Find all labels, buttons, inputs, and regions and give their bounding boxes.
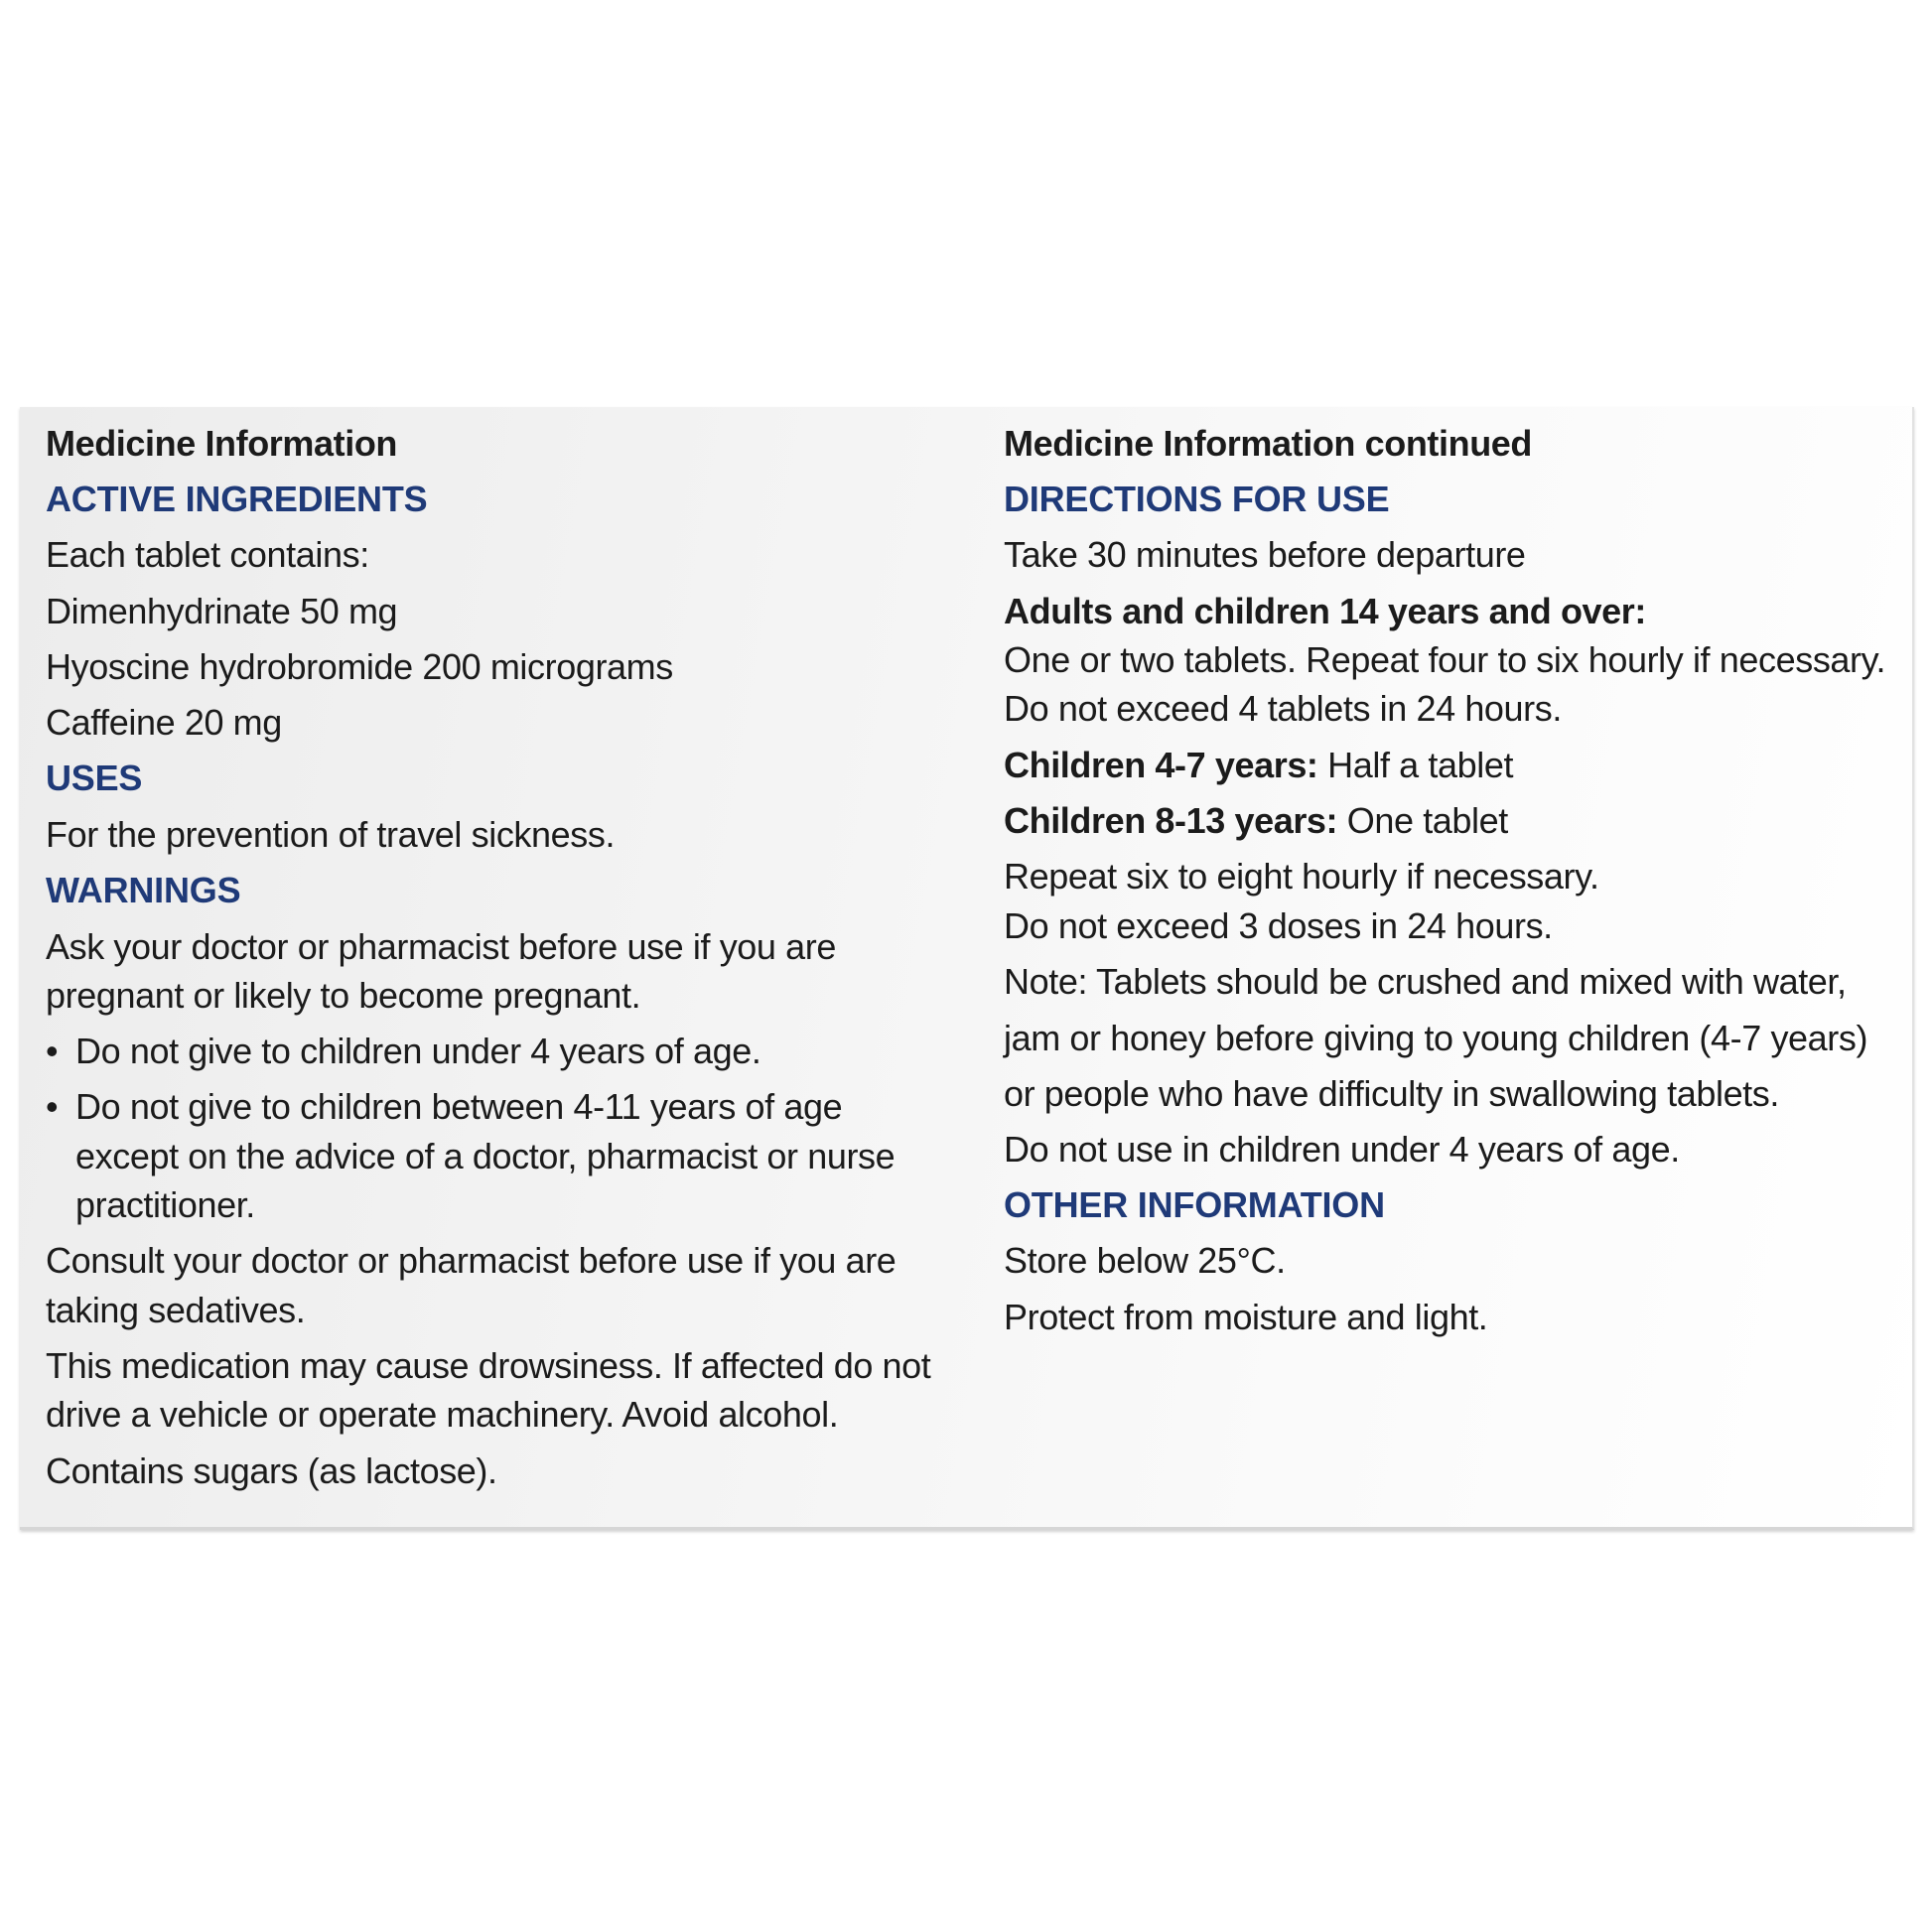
right-title: Medicine Information continued <box>1004 423 1533 464</box>
repeat-text: Repeat six to eight hourly if necessary. <box>1004 856 1599 897</box>
directions-heading: DIRECTIONS FOR USE <box>1004 479 1390 519</box>
active-ingredients-heading: ACTIVE INGREDIENTS <box>46 479 428 519</box>
sugars-note: Contains sugars (as lactose). <box>46 1450 497 1491</box>
adults-dose-label: Adults and children 14 years and over: <box>1004 591 1647 631</box>
bullet-continuation: except on the advice of a doctor, pharmacist or nurse <box>75 1136 896 1176</box>
children-8-13-label: Children 8-13 years: <box>1004 800 1338 841</box>
bullet-continuation: practitioner. <box>75 1184 255 1225</box>
drowsiness-warning-line: drive a vehicle or operate machinery. Avoid alcohol. <box>46 1394 839 1435</box>
children-4-7-text: Half a tablet <box>1317 745 1514 785</box>
storage-text: Store below 25°C. <box>1004 1240 1286 1281</box>
children-4-7-label: Children 4-7 years: <box>1004 745 1318 785</box>
bullet-text: Do not give to children under 4 years of age. <box>75 1031 761 1071</box>
note-line: or people who have difficulty in swallowing tablets. <box>1004 1073 1779 1114</box>
ingredient-item: Hyoscine hydrobromide 200 micrograms <box>46 646 673 687</box>
sedatives-warning-line: Consult your doctor or pharmacist before use if you are <box>46 1240 897 1281</box>
take-before-text: Take 30 minutes before departure <box>1004 534 1526 575</box>
medicine-info-panel <box>20 407 1914 1530</box>
ingredient-item: Caffeine 20 mg <box>46 702 282 743</box>
adults-dose-limit: Do not exceed 4 tablets in 24 hours. <box>1004 688 1562 729</box>
warning-pregnant-line: pregnant or likely to become pregnant. <box>46 975 641 1016</box>
warning-pregnant-line: Ask your doctor or pharmacist before use if you are <box>46 926 836 967</box>
warning-bullet-item <box>46 1087 842 1127</box>
uses-text: For the prevention of travel sickness. <box>46 814 616 855</box>
doses-limit-text: Do not exceed 3 doses in 24 hours. <box>1004 905 1553 946</box>
warning-bullet-item <box>46 1032 760 1071</box>
drowsiness-warning-line: This medication may cause drowsiness. If affected do not <box>46 1345 931 1386</box>
adults-dose-text: One or two tablets. Repeat four to six hourly if necessary. <box>1004 639 1886 680</box>
left-title: Medicine Information <box>46 423 398 464</box>
protect-text: Protect from moisture and light. <box>1004 1297 1488 1337</box>
children-8-13-text: One tablet <box>1337 800 1508 841</box>
uses-heading: USES <box>46 758 143 798</box>
sedatives-warning-line: taking sedatives. <box>46 1290 306 1330</box>
children-4-7-dose <box>1004 746 1513 785</box>
note-line: jam or honey before giving to young children (4-7 years) <box>1004 1018 1868 1058</box>
ingredient-item: Dimenhydrinate 50 mg <box>46 591 398 631</box>
do-not-use-text: Do not use in children under 4 years of age. <box>1004 1129 1680 1170</box>
other-information-heading: OTHER INFORMATION <box>1004 1184 1385 1225</box>
children-8-13-dose <box>1004 801 1508 841</box>
bullet-icon: • <box>46 1086 59 1127</box>
bullet-icon: • <box>46 1031 59 1071</box>
warnings-heading: WARNINGS <box>46 870 241 910</box>
bullet-text: Do not give to children between 4-11 years of age <box>75 1086 843 1127</box>
note-line: Note: Tablets should be crushed and mixed with water, <box>1004 961 1847 1002</box>
each-tablet-label: Each tablet contains: <box>46 534 369 575</box>
